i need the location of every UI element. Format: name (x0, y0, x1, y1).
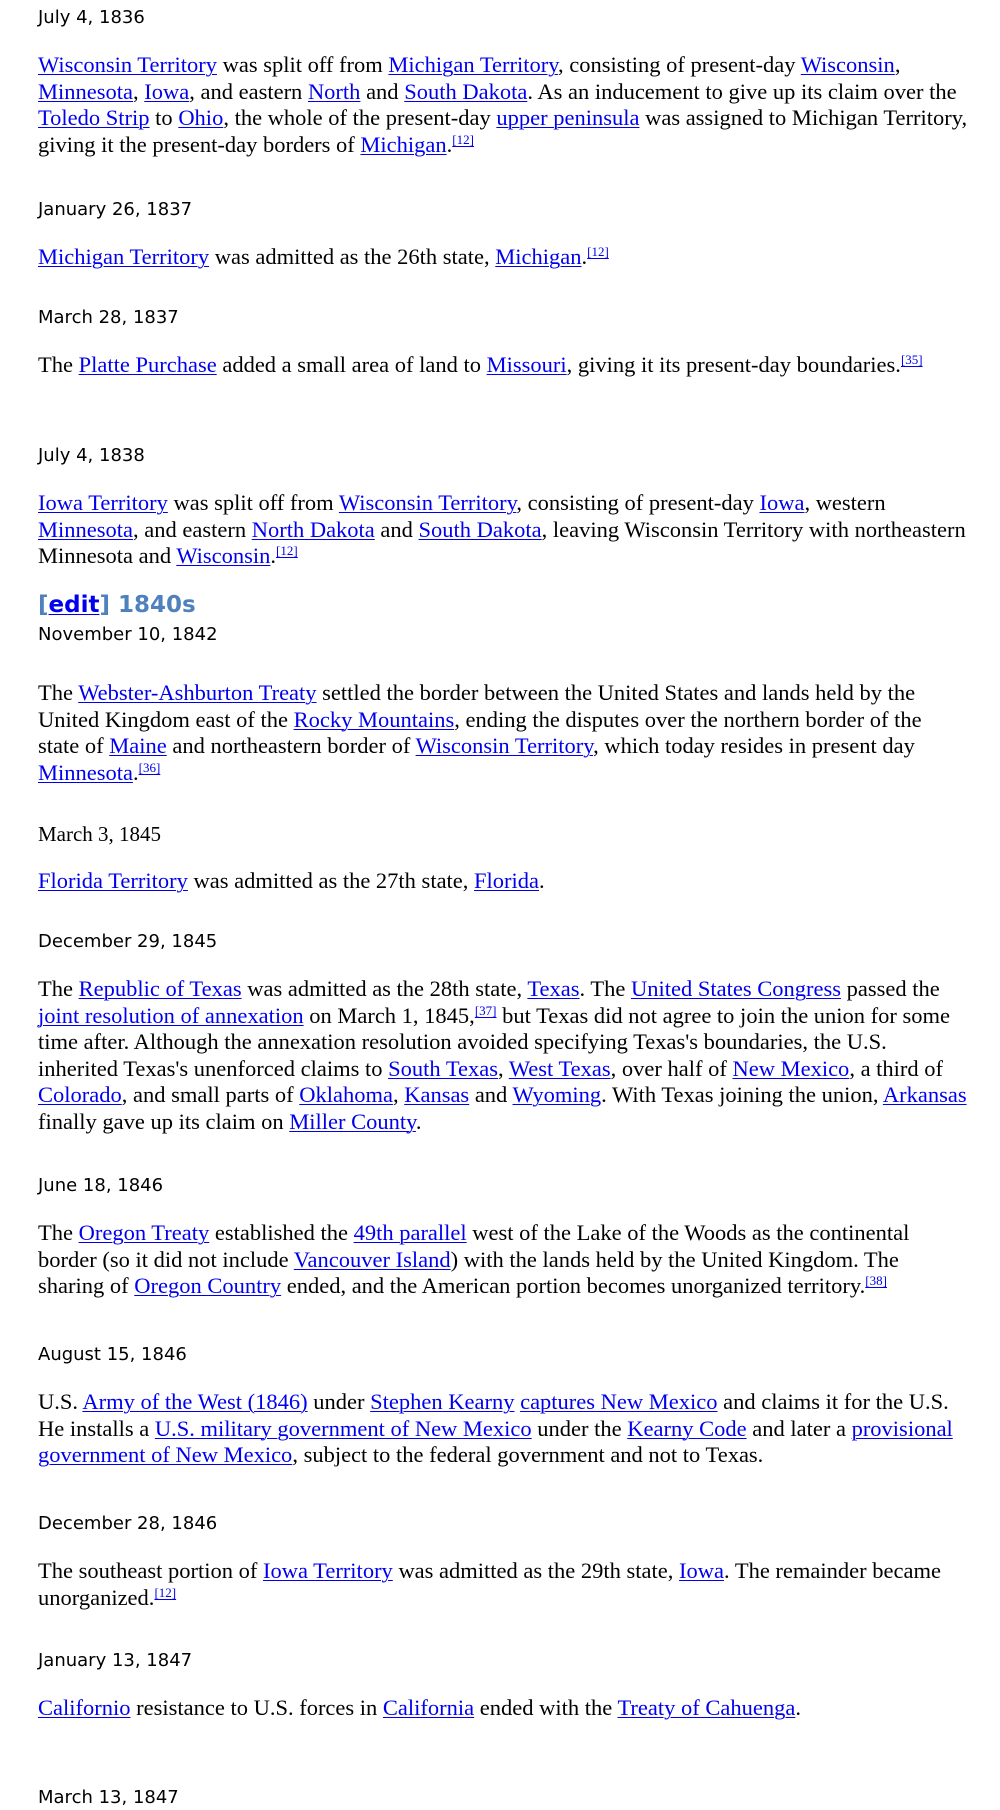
entry-paragraph: Florida Territory was admitted as the 27th state, Florida. (38, 868, 545, 893)
section-heading: [edit] 1840s (38, 592, 196, 618)
link-kansas[interactable]: Kansas (404, 1082, 470, 1107)
link-minnesota[interactable]: Minnesota (38, 759, 133, 785)
link-west-texas[interactable]: West Texas (508, 1055, 611, 1081)
link-californio[interactable]: Californio (38, 1695, 131, 1720)
entry-paragraph: The Webster-Ashburton Treaty settled the border between the United States and lands held by the United Kingdom east of the Rocky Mountains, ending the disputes over the northern border of the state of Maine and northeastern border of Wisconsin Territory, which today resides in present day Minnesota.[36] (38, 680, 922, 785)
link-maine[interactable]: Maine (109, 733, 167, 758)
entry-date: January 13, 1847 (38, 1650, 193, 1671)
entry-date: December 28, 1846 (38, 1513, 218, 1534)
citation-link[interactable]: [35] (900, 352, 923, 367)
link-upper-peninsula[interactable]: upper peninsula (496, 105, 640, 130)
entry-date: July 4, 1836 (38, 7, 145, 28)
link-vancouver-island[interactable]: Vancouver Island (293, 1246, 451, 1272)
link-iowa[interactable]: Iowa (679, 1558, 724, 1583)
entry-date: January 26, 1837 (38, 199, 193, 220)
link-michigan[interactable]: Michigan (360, 131, 447, 157)
link-minnesota[interactable]: Minnesota (38, 516, 133, 542)
link-provisional-government-of-new-mexico[interactable]: provisional government of New Mexico (38, 1415, 953, 1467)
link-north-dakota[interactable]: North Dakota (251, 516, 375, 542)
link-united-states-congress[interactable]: United States Congress (630, 976, 841, 1001)
link-south-dakota[interactable]: South Dakota (404, 78, 528, 104)
link-oregon-country[interactable]: Oregon Country (134, 1273, 282, 1298)
link-minnesota[interactable]: Minnesota (38, 78, 133, 104)
link-arkansas[interactable]: Arkansas (882, 1082, 967, 1107)
link-captures-new-mexico[interactable]: captures New Mexico (520, 1389, 718, 1414)
entry-date: March 13, 1847 (38, 1787, 179, 1808)
entry-paragraph: Michigan Territory was admitted as the 26th state, Michigan.[12] (38, 244, 609, 269)
link-webster-ashburton-treaty[interactable]: Webster-Ashburton Treaty (78, 680, 317, 705)
link-toledo-strip[interactable]: Toledo Strip (38, 105, 150, 130)
entry-paragraph: Iowa Territory was split off from Wisconsin Territory, consisting of present-day Iowa, western Minnesota, and eastern North Dakota and South Dakota, leaving Wisconsin Territory with northeastern Minnesota and Wisconsin.[12] (38, 490, 966, 568)
entry-date: November 10, 1842 (38, 624, 218, 645)
link-florida[interactable]: Florida (474, 868, 540, 893)
link-army-of-the-west-1846[interactable]: Army of the West (1846) (82, 1389, 308, 1414)
link-south-texas[interactable]: South Texas (388, 1055, 498, 1081)
link-wisconsin-territory[interactable]: Wisconsin Territory (338, 490, 517, 515)
link-u-s-military-government-of-new-mexico[interactable]: U.S. military government of New Mexico (154, 1415, 532, 1441)
entry-paragraph: Wisconsin Territory was split off from Michigan Territory, consisting of present-day Wisconsin, Minnesota, Iowa, and eastern North and South Dakota. As an inducement to give up its claim over the Toledo Strip to Ohio, the whole of the present-day upper peninsula was assigned to Michigan Territory, giving it the present-day borders of Michigan.[12] (38, 52, 968, 157)
entry-paragraph: The Platte Purchase added a small area of land to Missouri, giving it its present-day boundaries.[35] (38, 352, 923, 377)
link-south-dakota[interactable]: South Dakota (418, 516, 542, 542)
link-wyoming[interactable]: Wyoming (512, 1082, 602, 1107)
link-wisconsin[interactable]: Wisconsin (176, 543, 271, 568)
link-north[interactable]: North (307, 78, 361, 104)
entry-date: July 4, 1838 (38, 445, 145, 466)
citation-link[interactable]: [37] (474, 1002, 497, 1018)
link-new-mexico[interactable]: New Mexico (732, 1055, 850, 1081)
link-joint-resolution-of-annexation[interactable]: joint resolution of annexation (38, 1002, 304, 1028)
entry-date: March 3, 1845 (38, 822, 162, 846)
citation-link[interactable]: [12] (154, 1584, 177, 1600)
entry-paragraph: The Oregon Treaty established the 49th parallel west of the Lake of the Woods as the continental border (so it did not include Vancouver Island) with the lands held by the United Kingdom. The sharing of Oregon Country ended, and the American portion becomes unorganized territory.[38] (38, 1220, 910, 1298)
citation-link[interactable]: [12] (587, 244, 609, 259)
link-republic-of-texas[interactable]: Republic of Texas (78, 976, 242, 1001)
link-iowa-territory[interactable]: Iowa Territory (38, 490, 168, 515)
link-michigan[interactable]: Michigan (495, 244, 582, 269)
link-kearny-code[interactable]: Kearny Code (627, 1415, 747, 1441)
link-iowa[interactable]: Iowa (144, 78, 190, 104)
citation-link[interactable]: [36] (138, 759, 161, 775)
link-wisconsin-territory[interactable]: Wisconsin Territory (38, 52, 217, 77)
link-colorado[interactable]: Colorado (38, 1082, 122, 1107)
entry-paragraph: The Republic of Texas was admitted as the 28th state, Texas. The United States Congress passed the joint resolution of annexation on March 1, 1845,[37] but Texas did not agree to join the union for some time after. Although the annexation resolution avoided specifying Texas's boundaries, the U.S. inherited Texas's unenforced claims to South Texas, West Texas, over half of New Mexico, a third of Colorado, and small parts of Oklahoma, Kansas and Wyoming. With Texas joining the union, Arkansas finally gave up its claim on Miller County. (38, 976, 967, 1134)
link-platte-purchase[interactable]: Platte Purchase (78, 352, 217, 377)
entry-date: December 29, 1845 (38, 931, 218, 952)
entry-date: June 18, 1846 (38, 1175, 164, 1196)
link-iowa-territory[interactable]: Iowa Territory (262, 1558, 393, 1583)
entry-date: August 15, 1846 (38, 1344, 187, 1365)
link-california[interactable]: California (382, 1695, 475, 1720)
entry-paragraph: U.S. Army of the West (1846) under Stephen Kearny captures New Mexico and claims it for the U.S. He installs a U.S. military government of New Mexico under the Kearny Code and later a provisional government of New Mexico, subject to the federal government and not to Texas. (38, 1389, 953, 1467)
link-wisconsin-territory[interactable]: Wisconsin Territory (415, 733, 594, 758)
link-michigan-territory[interactable]: Michigan Territory (38, 244, 210, 269)
link-texas[interactable]: Texas (527, 976, 580, 1001)
edit-section-link[interactable]: edit (48, 592, 100, 618)
link-miller-county[interactable]: Miller County (289, 1108, 416, 1134)
link-florida-territory[interactable]: Florida Territory (38, 868, 188, 893)
link-michigan-territory[interactable]: Michigan Territory (388, 52, 559, 77)
link-treaty-of-cahuenga[interactable]: Treaty of Cahuenga (617, 1695, 796, 1720)
citation-link[interactable]: [12] (452, 131, 474, 147)
section-title: 1840s (118, 592, 196, 618)
link-stephen-kearny[interactable]: Stephen Kearny (370, 1389, 515, 1414)
link-rocky-mountains[interactable]: Rocky Mountains (293, 706, 455, 732)
entry-paragraph: Californio resistance to U.S. forces in California ended with the Treaty of Cahuenga. (38, 1695, 801, 1720)
entry-paragraph: The southeast portion of Iowa Territory was admitted as the 29th state, Iowa. The remainder became unorganized.[12] (38, 1558, 941, 1610)
citation-link[interactable]: [38] (865, 1273, 887, 1288)
link-oklahoma[interactable]: Oklahoma (299, 1082, 393, 1107)
link-wisconsin[interactable]: Wisconsin (800, 52, 895, 77)
entry-date: March 28, 1837 (38, 307, 179, 328)
link-iowa[interactable]: Iowa (759, 490, 805, 515)
link-49th-parallel[interactable]: 49th parallel (353, 1220, 467, 1245)
citation-link[interactable]: [12] (276, 543, 298, 558)
link-missouri[interactable]: Missouri (486, 352, 567, 377)
link-ohio[interactable]: Ohio (178, 105, 224, 130)
link-oregon-treaty[interactable]: Oregon Treaty (78, 1220, 210, 1245)
